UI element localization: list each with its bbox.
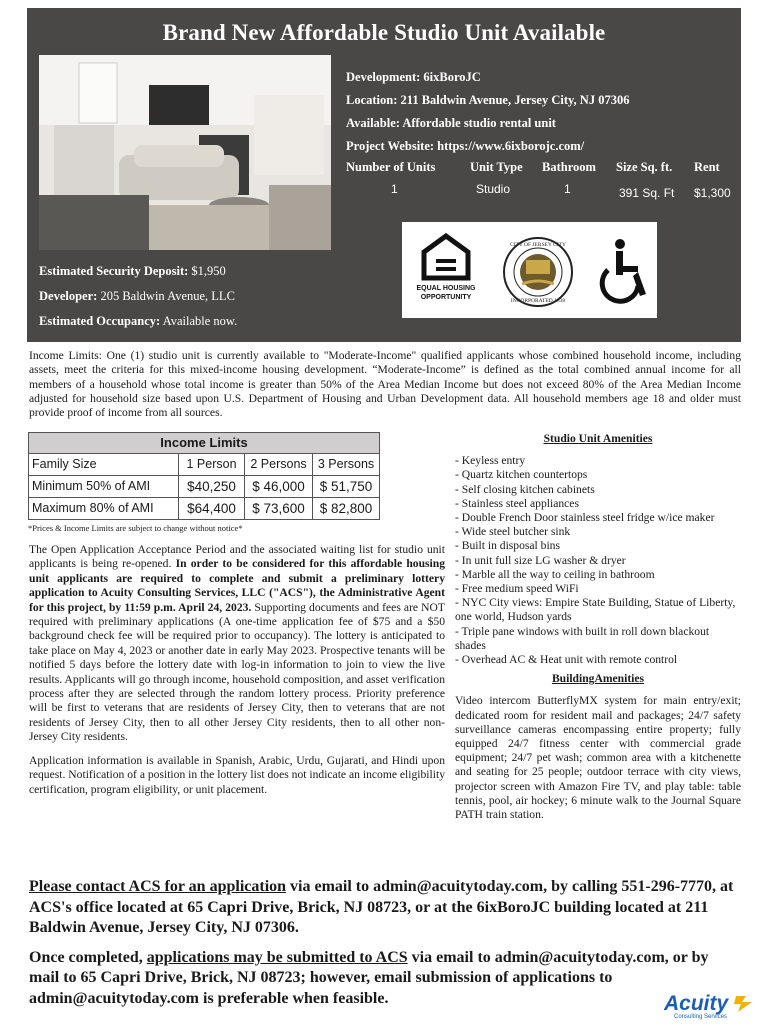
development-info [346,66,629,158]
page-title: Brand New Affordable Studio Unit Available [162,20,606,45]
list-item: - Stainless steel appliances [455,496,579,510]
security-deposit-value: $1,950 [188,264,226,278]
table-cell: 3 Persons [317,457,375,471]
income-limits-table [28,432,380,520]
price-change-note: *Prices & Income Limits are subject to change without notice* [28,523,243,533]
income-limits-title: Income Limits [29,433,379,454]
table-cell: Minimum 50% of AMI [29,476,179,497]
table-cell: $40,250 [179,476,245,497]
table-cell: Family Size [29,454,179,475]
building-amenities-title: BuildingAmenities [551,672,645,686]
equal-housing-icon [417,236,477,301]
application-paragraph [29,543,445,745]
list-item: - Wide steel butcher sink [455,525,571,539]
submit-text: via email to admin@acuitytoday.com, or by mail to 65 Capri Drive, Brick, NJ 08723; however, email submission of applications to admin@acuitytoday.com is preferable when feasible. [29,948,709,1007]
table-cell: $ 51,750 [319,479,373,494]
application-text-b: In order to be considered for this affordable housing unit applicants are required to complete and submit a preliminary lottery application to Acuity Consulting Services, LLC ("ACS"), the Administrative Agent for this project, by 11:59 p.m. April 24, 2023. [29,557,445,614]
header-banner [27,8,741,342]
list-item: - Overhead AC & Heat unit with remote control [455,653,678,667]
project-website[interactable]: Project Website: https://www.6ixborojc.com/ [346,139,585,153]
amenities-column [455,432,741,822]
contact-footer [29,877,741,1018]
table-cell: 2 Persons [245,454,313,475]
value-size: 391 Sq. Ft [619,186,675,200]
value-rent: $1,300 [694,186,731,200]
svg-text:CITY OF JERSEY CITY: CITY OF JERSEY CITY [510,242,566,248]
submit-pre: Once completed, [29,948,147,966]
list-item: - Double French Door stainless steel fridge w/ice maker [455,511,715,525]
developer-label: Developer: [39,289,98,303]
table-row [29,454,379,476]
application-text-a: The Open Application Acceptance Period and the associated waiting list for studio unit applicants is being re-opened. [29,543,445,571]
occupancy-value: Available now. [160,314,238,328]
value-bathroom: 1 [564,182,571,196]
developer [39,289,235,304]
application-text-c: Supporting documents and fees are NOT required with preliminary applications (A one-time application fee of $75 and a $50 background check fee will be required prior to occupancy). The lottery is anticipated to take place on May 4, 2023 or another date in early May 2023. Prospective tenants will be notified 5 days before the lottery date with log-in information to join to view the live results. Applicants will go through income, household composition, and asset verification process after they are selected through the random lottery process. Priority preference will be first to veterans that are residents of Jersey City, then to veterans that are not residents of Jersey City, then to all other Jersey City residents, then to all other non-Jersey City residents. [29,600,445,744]
svg-text:INCORPORATED 1838: INCORPORATED 1838 [510,298,566,304]
list-item: - Keyless entry [455,454,526,468]
security-deposit-label: Estimated Security Deposit: [39,264,189,278]
table-row [29,476,379,498]
list-item: - NYC City views: Empire State Building, Statue of Liberty, one world, Hudson yards [455,596,736,624]
wheelchair-accessible-icon [602,239,646,301]
list-item: - Free medium speed WiFi [455,582,579,596]
acuity-logo-tagline: Consulting Services [674,1014,728,1020]
income-limits-intro: Income Limits: One (1) studio unit is currently available to "Moderate-Income" qualified applicants whose combined household income, including assets, meet the criteria for this mixed-income housing development. “Moderate-Income” is defined as the total combined annual income for all members of a household whose total income is greater than 50% of the Area Median Income but does not exceed 80% of the Area Median Income adjusted for household size based upon U.S. Department of Housing and Urban Development data. All household members age 18 and older must provide proof of income from all sources. [29,349,741,420]
logos-panel [402,222,657,318]
header-number-of-units: Number of Units [346,160,436,174]
availability: Available: Affordable studio rental unit [346,116,556,130]
contact-link[interactable]: Please contact ACS for an application [29,878,287,895]
svg-text:OPPORTUNITY: OPPORTUNITY [420,294,472,301]
value-number-of-units: 1 [391,182,398,196]
list-item: - Triple pane windows with built in roll down blackout shades [455,624,710,652]
list-item: - Marble all the way to ceiling in bathroom [455,567,655,581]
table-cell: Maximum 80% of AMI [29,498,179,519]
list-item: - Self closing kitchen cabinets [455,482,595,496]
building-amenities-text: Video intercom ButterflyMX system for main entry/exit; dedicated room for resident mail and packages; 24/7 safety surveillance cameras encompassing entire property; fully equipped 24/7 fitness center with commercial grade equipment; 24/7 pet wash; common area with a kitchenette and seating for 25 people; outdoor terrace with city views, projector screen with Amazon Fire TV, and play table: table tennis, pool, air hockey; 6 minute walk to the Journal Square PATH train station. [455,694,741,822]
value-unit-type: Studio [476,182,511,196]
table-cell: $ 82,800 [319,501,373,516]
location: Location: 211 Baldwin Avenue, Jersey City, NJ 07306 [346,93,630,107]
acuity-logo-brand: Acuity [664,992,729,1015]
developer-value: 205 Baldwin Avenue, LLC [97,289,235,303]
table-cell: 1 Person [179,454,245,475]
table-cell: $ 46,000 [245,476,313,497]
table-cell: $ 73,600 [245,498,313,519]
submit-link[interactable]: applications may be submitted to ACS [146,948,408,966]
apartment-photo [39,55,331,250]
submit-paragraph [29,948,741,1010]
acuity-logo [664,990,759,1020]
header-unit-type: Unit Type [470,160,523,174]
contact-text: via email to admin@acuitytoday.com, by calling 551-296-7770, at ACS's office located at 65 Capri Drive, Brick, NJ 08723, or at the 6ixBoroJC building located at 211 Baldwin Avenue, Jersey City, NJ 07306. [29,878,734,936]
occupancy [39,314,237,329]
header-bathroom: Bathroom [542,160,596,174]
occupancy-label: Estimated Occupancy: [39,314,161,328]
list-item: - In unit full size LG washer & dryer [455,553,626,567]
list-item: - Built in disposal bins [455,539,560,553]
city-seal-icon [504,238,572,306]
studio-amenities-title: Studio Unit Amenities [543,432,653,445]
table-cell: $64,400 [179,498,245,519]
table-row [29,498,379,519]
header-size: Size Sq. ft. [616,160,673,174]
language-paragraph: Application information is available in Spanish, Arabic, Urdu, Gujarati, and Hindi upon request. Notification of a position in the lottery list does not indicate an income eligibility certification, program eligibility, or unit placement. [29,753,445,796]
list-item: - Quartz kitchen countertops [455,468,588,482]
header-rent: Rent [694,160,720,174]
application-details [29,543,445,806]
svg-text:EQUAL HOUSING: EQUAL HOUSING [416,285,476,292]
contact-paragraph [29,877,741,939]
security-deposit [39,264,226,279]
development-name: Development: 6ixBoroJC [346,70,481,84]
